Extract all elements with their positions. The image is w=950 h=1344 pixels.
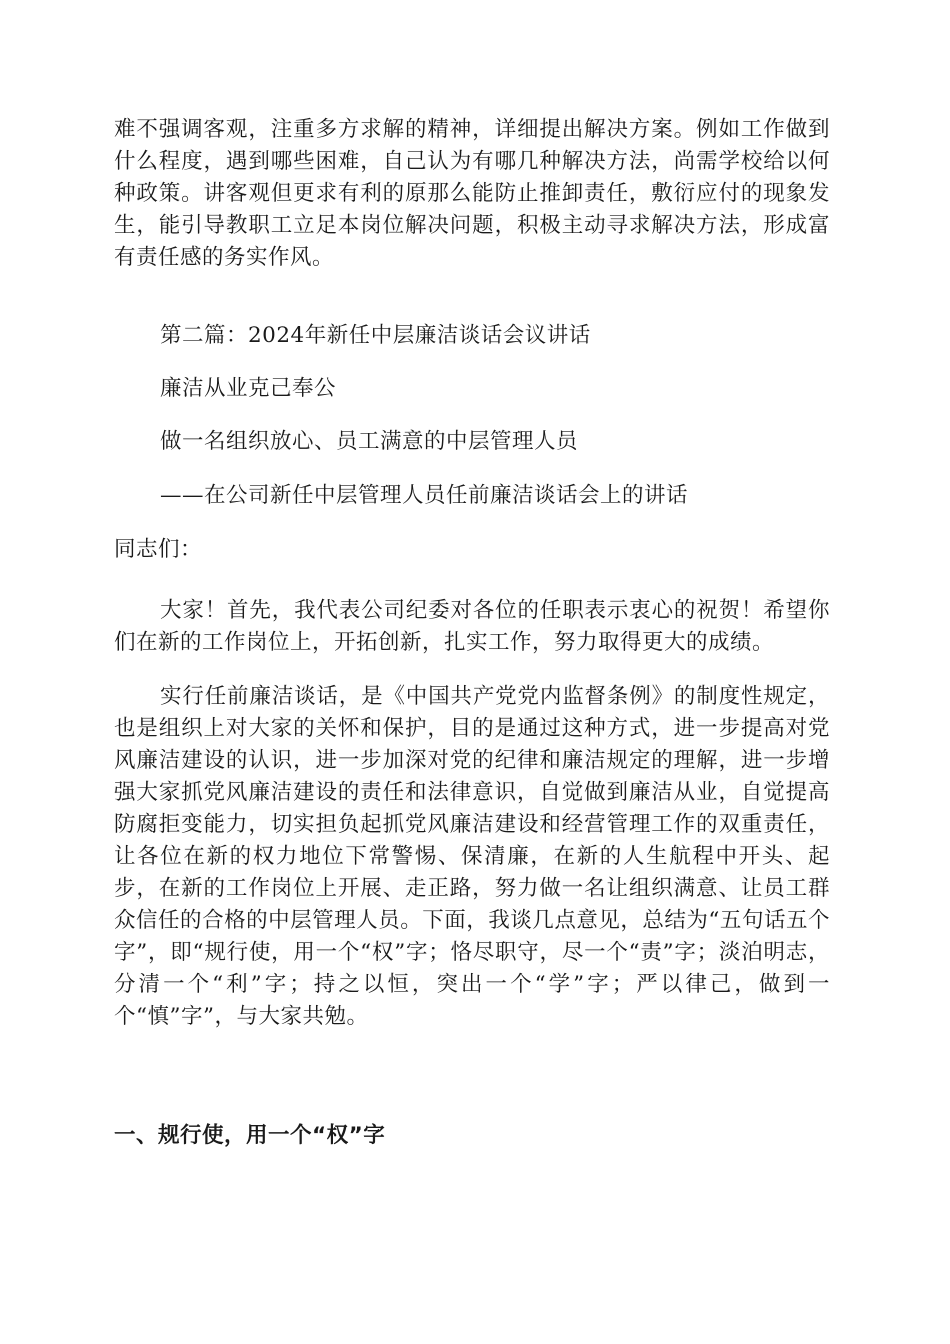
section-heading-1: 一、规行使，用一个“权”字 xyxy=(114,1123,386,1148)
speech-title: 廉洁从业克己奉公 xyxy=(160,376,337,401)
paragraph-continued-intro: 难不强调客观，注重多方求解的精神，详细提出解决方案。例如工作做到什么程度，遇到哪些困难，自己认为有哪几种解决方法，尚需学校给以何种政策。讲客观但更求有利的原那么能防止推卸责任，敷衍应付的现象发生，能引导教职工立足本岗位解决问题，积极主动寻求解决方法，形成富有责任感的务实作风。 xyxy=(114,117,830,270)
chapter-title: 第二篇：2024年新任中层廉洁谈话会议讲话 xyxy=(160,323,591,348)
speech-occasion: ——在公司新任中层管理人员任前廉洁谈话会上的讲话 xyxy=(160,483,689,508)
speech-subtitle: 做一名组织放心、员工满意的中层管理人员 xyxy=(160,429,579,454)
paragraph-main-body: 实行任前廉洁谈话，是《中国共产党党内监督条例》的制度性规定，也是组织上对大家的关怀和保护，目的是通过这种方式，进一步提高对党风廉洁建设的认识，进一步加深对党的纪律和廉洁规定的理解，进一步增强大家抓党风廉洁建设的责任和法律意识，自觉做到廉洁从业，自觉提高防腐拒变能力，切实担负起抓党风廉洁建设和经营管理工作的双重责任，让各位在新的权力地位下常警惕、保清廉，在新的人生航程中开头、起步，在新的工作岗位上开展、走正路，努力做一名让组织满意、让员工群众信任的合格的中层管理人员。下面，我谈几点意见，总结为“五句话五个字”，即“规行使，用一个“权”字；恪尽职守，尽一个“责”字；淡泊明志，分清一个“利”字；持之以恒，突出一个“学”字；严以律己，做到一个“慎”字”，与大家共勉。 xyxy=(114,684,830,1029)
salutation: 同志们： xyxy=(114,537,203,562)
paragraph-greeting: 大家！首先，我代表公司纪委对各位的任职表示衷心的祝贺！希望你们在新的工作岗位上，开拓创新，扎实工作，努力取得更大的成绩。 xyxy=(114,598,830,655)
